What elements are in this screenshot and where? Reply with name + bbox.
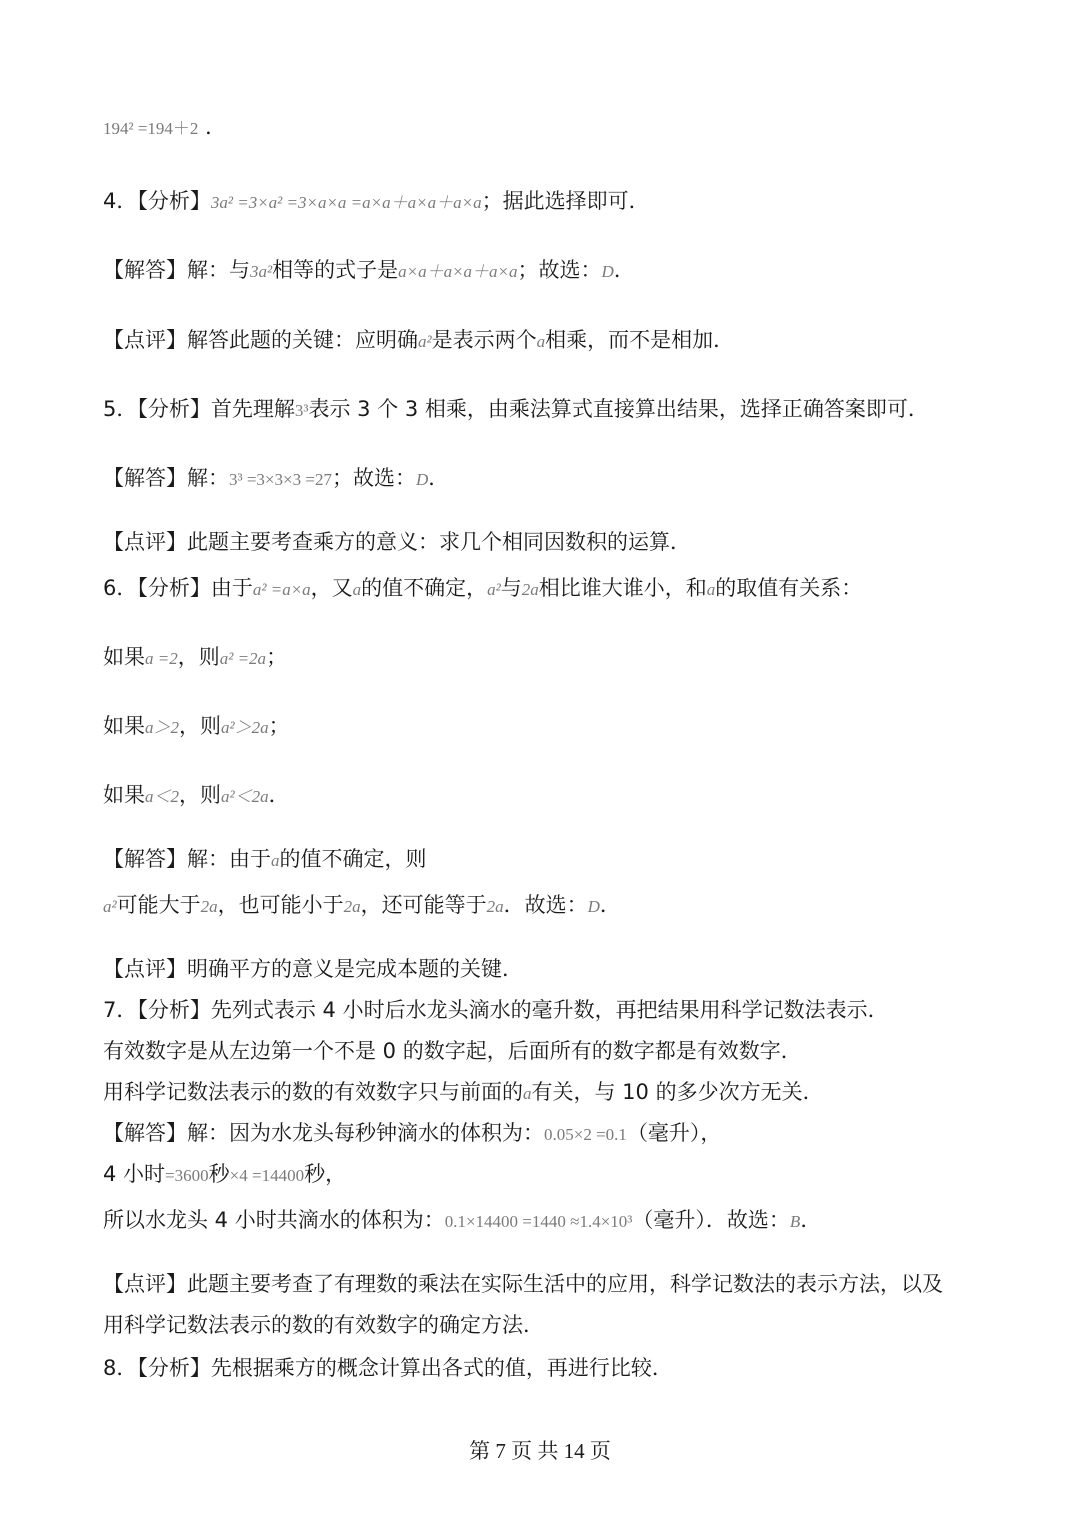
text-line [103,113,226,143]
text-line [103,1078,824,1108]
text-segment: 相乘，而不是相加． [545,328,735,352]
text-segment: 可能大于 [116,893,201,917]
math-expression: a =2 [145,649,178,668]
text-segment: ；据此选择即可． [481,189,650,213]
text-segment: ． [268,783,290,807]
text-segment: 4 小时 [103,1162,166,1186]
math-expression: a² [487,580,501,599]
text-segment: 有效数字是从左边第一个不是 0 的数字起，后面所有的数字都是有效数字． [103,1039,802,1063]
text-line [103,1160,346,1190]
text-segment: 8．【分析】先根据乘方的概念计算出各式的值，再进行比较． [103,1356,673,1380]
math-expression: a² [418,332,432,351]
text-segment: 【点评】此题主要考查乘方的意义：求几个相同因数积的运算． [103,530,691,554]
text-line [103,1119,721,1149]
text-segment: ； [266,645,288,669]
text-line [103,395,929,425]
text-segment: 的取值有关系： [715,576,863,600]
math-expression: 194² =194＋2 [103,119,199,138]
text-line [103,574,862,604]
text-segment: ，也可能小于 [217,893,344,917]
math-expression: 0.05×2 =0.1 [544,1125,627,1144]
math-expression: 2a [521,580,539,599]
text-line [103,1206,821,1236]
text-segment: 【解答】解：与 [103,258,250,282]
text-segment: 【点评】此题主要考查了有理数的乘法在实际生活中的应用，科学记数法的表示方法，以及 [103,1272,943,1296]
text-segment: 是表示两个 [431,328,537,352]
math-expression: 3a² =3×a² =3×a×a =a×a＋a×a＋a×a [210,193,482,212]
math-expression: 2a [200,897,218,916]
text-segment: 表示 3 个 3 相乘，由乘法算式直接算出结果，选择正确答案即可． [308,397,929,421]
math-expression: a²＜2a [221,787,269,806]
math-expression: 2a [486,897,504,916]
text-line [103,891,621,921]
text-segment: 7．【分析】先列式表示 4 小时后水龙头滴水的毫升数，再把结果用科学记数法表示． [103,998,889,1022]
text-line [103,643,287,673]
math-expression: 3³ [294,401,309,420]
math-expression: a² =a×a [252,580,311,599]
text-segment: ，则 [179,783,221,807]
text-segment: ，还可能等于 [360,893,487,917]
text-segment: ． [613,258,635,282]
text-segment: 【解答】解： [103,466,229,490]
text-segment: 【点评】解答此题的关键：应明确 [103,328,418,352]
text-line [103,712,290,742]
text-segment: 相等的式子是 [272,258,399,282]
math-expression: 3³ =3×3×3 =27 [229,470,332,489]
text-line [103,1270,943,1298]
text-segment: 如果 [103,645,145,669]
text-segment: （毫升）．故选： [632,1208,790,1232]
text-segment: ，则 [179,714,221,738]
text-segment: ，又 [310,576,353,600]
text-segment: ． [800,1208,822,1232]
text-segment: 如果 [103,714,145,738]
text-segment: （毫升）， [626,1121,722,1145]
math-expression: a [536,332,546,351]
math-expression: a [352,580,362,599]
text-segment: 如果 [103,783,145,807]
text-segment: ；故选： [517,258,602,282]
text-segment: ． [599,893,621,917]
text-segment: 有关，与 10 的多少次方无关． [531,1080,824,1104]
text-line [103,845,427,875]
text-line [103,326,734,356]
page-footer: 第 7 页 共 14 页 [469,1439,611,1463]
text-segment: 用科学记数法表示的数的有效数字只与前面的 [103,1080,523,1104]
text-segment: ．故选： [503,893,588,917]
math-expression: D [601,262,614,281]
text-line [103,187,650,217]
text-line [103,528,691,556]
math-expression: =3600 [165,1166,209,1185]
text-segment: ． [198,115,227,139]
math-expression: a [706,580,716,599]
math-expression: a²＞2a [221,718,269,737]
text-segment: 相比谁大谁小，和 [538,576,707,600]
math-expression: a² [103,897,117,916]
text-segment: ； [268,714,290,738]
text-segment: ，则 [177,645,220,669]
math-expression: D [415,470,429,489]
math-expression: a [523,1084,532,1103]
text-segment: 的值不确定，则 [279,847,427,871]
math-expression: a [271,851,280,870]
text-segment: 【解答】解：由于 [103,847,271,871]
text-segment: ；故选： [331,466,416,490]
text-line [103,955,523,983]
text-segment: 秒 [208,1162,230,1186]
text-segment: 4．【分析】 [103,189,211,213]
text-line [103,781,290,811]
math-expression: B [789,1212,801,1231]
text-segment: 用科学记数法表示的数的有效数字的确定方法． [103,1313,544,1337]
text-segment: 5．【分析】首先理解 [103,397,295,421]
text-segment: 的值不确定， [361,576,488,600]
math-expression: 0.1×14400 =1440 ≈1.4×10³ [444,1212,633,1231]
text-segment: 秒， [304,1162,347,1186]
text-line [103,1311,544,1339]
text-segment: 所以水龙头 4 小时共滴水的体积为： [103,1208,445,1232]
text-line [103,1354,673,1382]
math-expression: ×4 =14400 [229,1166,305,1185]
text-line [103,256,635,286]
text-line [103,996,889,1024]
text-segment: 6．【分析】由于 [103,576,253,600]
text-segment: 与 [500,576,522,600]
math-expression: a×a＋a×a＋a×a [398,262,518,281]
math-expression: a² =2a [219,649,267,668]
math-expression: 2a [343,897,361,916]
text-segment: 【解答】解：因为水龙头每秒钟滴水的体积为： [103,1121,544,1145]
math-expression: 3a² [250,262,273,281]
text-segment: 【点评】明确平方的意义是完成本题的关键． [103,957,523,981]
text-line [103,464,449,494]
math-expression: a＞2 [145,718,179,737]
text-line [103,1037,802,1065]
text-segment: ． [428,466,450,490]
math-expression: D [587,897,600,916]
math-expression: a＜2 [145,787,179,806]
